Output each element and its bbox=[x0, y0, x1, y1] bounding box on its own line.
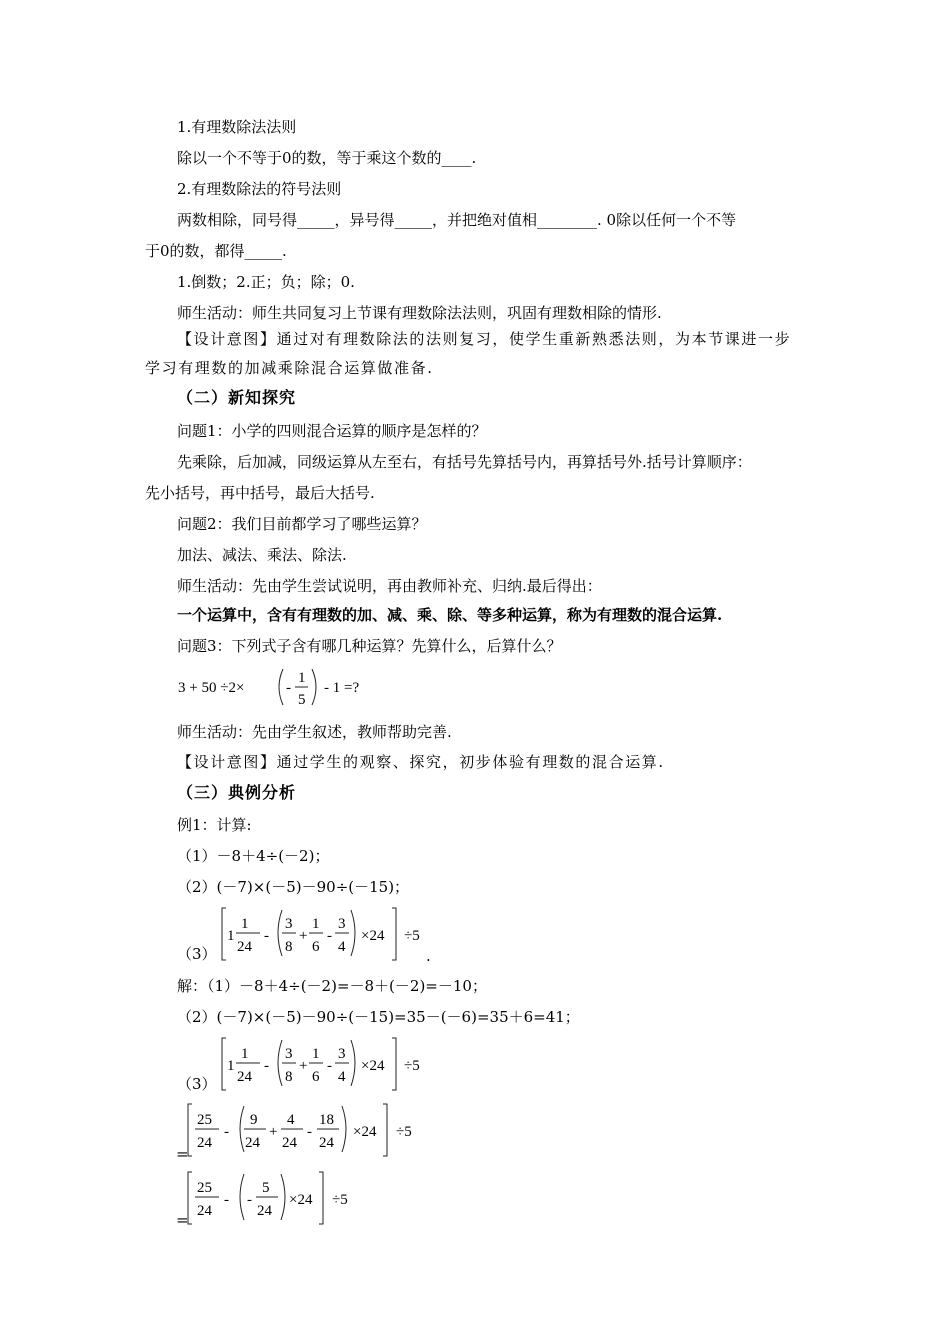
problem-1: （1）－8＋4÷(－2)； bbox=[177, 847, 330, 865]
svg-text:+: + bbox=[269, 1124, 278, 1140]
svg-text:4: 4 bbox=[287, 1112, 295, 1128]
svg-text:×24: ×24 bbox=[361, 928, 385, 944]
svg-text:÷5: ÷5 bbox=[332, 1192, 348, 1208]
activity-3: 师生活动：先由学生叙述，教师帮助完善. bbox=[177, 723, 452, 741]
svg-text:4: 4 bbox=[338, 1069, 346, 1085]
svg-text:-: - bbox=[224, 1124, 229, 1140]
equals-sign-2: = bbox=[176, 1211, 189, 1229]
svg-text:÷5: ÷5 bbox=[396, 1124, 412, 1140]
svg-text:-: - bbox=[247, 1192, 252, 1208]
expression-1 bbox=[174, 660, 374, 714]
svg-text:1: 1 bbox=[241, 1046, 249, 1062]
expr-den: 5 bbox=[298, 692, 306, 708]
svg-text:25: 25 bbox=[197, 1112, 212, 1128]
solution-3-expression bbox=[220, 1034, 440, 1094]
svg-text:1: 1 bbox=[227, 928, 235, 944]
design-intent-1a: 【设计意图】通过对有理数除法的法则复习，使学生重新熟悉法则，为本节课进一步 bbox=[177, 330, 792, 348]
svg-text:-: - bbox=[264, 928, 269, 944]
svg-text:-: - bbox=[327, 928, 332, 944]
expr-lead: 3 + 50 ÷2× bbox=[178, 680, 245, 696]
svg-text:×24: ×24 bbox=[289, 1192, 313, 1208]
design-intent-1b: 学习有理数的加减乘除混合运算做准备. bbox=[145, 359, 434, 377]
answer-1b: 先小括号，再中括号，最后大括号. bbox=[145, 484, 375, 502]
svg-text:+: + bbox=[299, 928, 308, 944]
svg-text:1: 1 bbox=[241, 916, 249, 932]
svg-text:÷5: ÷5 bbox=[404, 1058, 420, 1074]
svg-text:1: 1 bbox=[312, 1046, 320, 1062]
svg-text:÷5: ÷5 bbox=[404, 928, 420, 944]
equals-sign-1: = bbox=[176, 1145, 189, 1163]
svg-text:24: 24 bbox=[197, 1203, 212, 1219]
svg-text:-: - bbox=[307, 1124, 312, 1140]
design-intent-2: 【设计意图】通过学生的观察、探究，初步体验有理数的混合运算. bbox=[177, 753, 665, 771]
svg-text:3: 3 bbox=[285, 916, 293, 932]
svg-text:24: 24 bbox=[197, 1135, 212, 1151]
svg-text:24: 24 bbox=[237, 939, 252, 955]
expr-num: 1 bbox=[298, 670, 306, 686]
answer-2: 加法、减法、乘法、除法. bbox=[177, 546, 347, 564]
svg-text:8: 8 bbox=[285, 1069, 293, 1085]
svg-text:24: 24 bbox=[257, 1203, 272, 1219]
solution-3-label: （3） bbox=[177, 1075, 217, 1093]
problem-3-expression bbox=[220, 904, 440, 964]
svg-text:6: 6 bbox=[312, 1069, 320, 1085]
svg-text:-: - bbox=[264, 1058, 269, 1074]
svg-text:24: 24 bbox=[245, 1135, 260, 1151]
sign-rule-text-1: 两数相除，同号得_____，异号得_____，并把绝对值相________. 0除以任何一个不等 bbox=[177, 211, 737, 229]
svg-text:24: 24 bbox=[237, 1069, 252, 1085]
definition: 一个运算中，含有有理数的加、减、乘、除、等多种运算，称为有理数的混合运算. bbox=[177, 606, 723, 624]
question-2: 问题2：我们目前都学习了哪些运算？ bbox=[177, 515, 427, 533]
rule-text: 除以一个不等于0的数，等于乘这个数的____. bbox=[177, 149, 477, 167]
problem-3-period: . bbox=[426, 947, 431, 965]
svg-text:24: 24 bbox=[319, 1135, 334, 1151]
problem-3-label: （3） bbox=[177, 945, 217, 963]
sign-rule-text-2: 于0的数，都得_____. bbox=[145, 242, 287, 260]
svg-text:3: 3 bbox=[285, 1046, 293, 1062]
svg-text:-: - bbox=[327, 1058, 332, 1074]
svg-text:6: 6 bbox=[312, 939, 320, 955]
solution-3-step-1 bbox=[186, 1100, 436, 1160]
svg-text:3: 3 bbox=[338, 916, 346, 932]
svg-text:18: 18 bbox=[319, 1112, 334, 1128]
svg-text:1: 1 bbox=[312, 916, 320, 932]
svg-text:25: 25 bbox=[197, 1180, 212, 1196]
rule-title: 1.有理数除法法则 bbox=[177, 118, 297, 136]
svg-text:3: 3 bbox=[338, 1046, 346, 1062]
svg-text:5: 5 bbox=[262, 1180, 270, 1196]
svg-text:1: 1 bbox=[227, 1058, 235, 1074]
svg-text:×24: ×24 bbox=[353, 1124, 377, 1140]
answer-1a: 先乘除，后加减，同级运算从左至右，有括号先算括号内，再算括号外.括号计算顺序： bbox=[177, 453, 752, 471]
question-3: 问题3：下列式子含有哪几种运算？先算什么，后算什么？ bbox=[177, 637, 562, 655]
expr-minus: - bbox=[286, 680, 291, 696]
solution-1: 解：（1）－8＋4÷(－2)=－8＋(－2)=－10； bbox=[177, 977, 487, 995]
activity-2: 师生活动：先由学生尝试说明，再由教师补充、归纳.最后得出： bbox=[177, 577, 602, 595]
sign-rule-title: 2.有理数除法的符号法则 bbox=[177, 180, 342, 198]
answers: 1.倒数；2.正；负；除；0. bbox=[177, 273, 355, 291]
example-1-title: 例1：计算: bbox=[177, 816, 252, 834]
section-heading-3: （三）典例分析 bbox=[177, 783, 297, 802]
expr-tail: - 1 =? bbox=[324, 680, 360, 696]
solution-3-step-2 bbox=[186, 1168, 366, 1228]
question-1: 问题1：小学的四则混合运算的顺序是怎样的？ bbox=[177, 422, 487, 440]
svg-text:4: 4 bbox=[338, 939, 346, 955]
svg-text:+: + bbox=[299, 1058, 308, 1074]
solution-2: （2）(－7)×(－5)－90÷(－15)=35－(－6)=35＋6=41； bbox=[177, 1008, 580, 1026]
section-heading-2: （二）新知探究 bbox=[177, 388, 297, 407]
svg-text:-: - bbox=[224, 1192, 229, 1208]
svg-text:8: 8 bbox=[285, 939, 293, 955]
svg-text:×24: ×24 bbox=[361, 1058, 385, 1074]
problem-2: （2）(－7)×(－5)－90÷(－15)； bbox=[177, 878, 410, 896]
svg-text:9: 9 bbox=[250, 1112, 258, 1128]
svg-text:24: 24 bbox=[282, 1135, 297, 1151]
activity-1: 师生活动：师生共同复习上节课有理数除法法则，巩固有理数相除的情形. bbox=[177, 304, 662, 322]
